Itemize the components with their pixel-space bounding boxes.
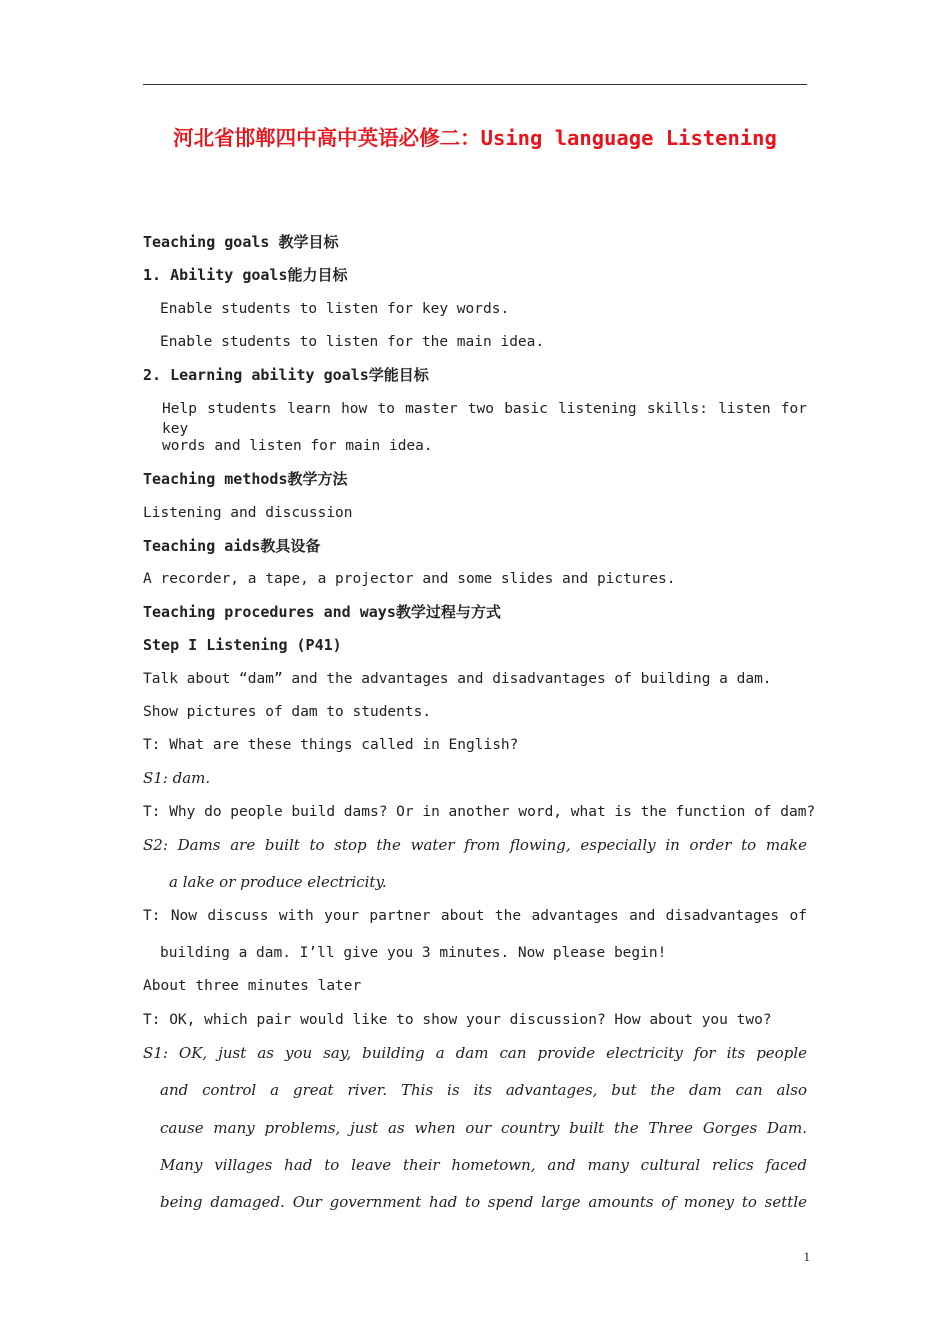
learning-goal-line-1: Help students learn how to master two basic listening skills: listen for key — [162, 401, 807, 437]
student-answer-line-2: and control a great river. This is its advantages, but the dam can also — [160, 1081, 807, 1099]
document-title: 河北省邯郸四中高中英语必修二：Using language Listening — [173, 126, 777, 150]
student-answer-line-4: Many villages had to leave their hometown, and many cultural relics faced — [160, 1156, 807, 1174]
later-line: About three minutes later — [143, 978, 362, 994]
page-number: 1 — [803, 1249, 810, 1264]
teaching-goals-heading: Teaching goals 教学目标 — [143, 233, 339, 251]
teaching-procedures-heading: Teaching procedures and ways教学过程与方式 — [143, 603, 501, 621]
teacher-line-3a: T: Now discuss with your partner about the advantages and disadvantages of — [143, 908, 807, 924]
ability-goal-2: Enable students to listen for the main idea. — [160, 334, 545, 350]
student-answer-line-1: S1: OK, just as you say, building a dam can provide electricity for its people — [143, 1044, 807, 1062]
ability-goals-heading: 1. Ability goals能力目标 — [143, 266, 348, 284]
teaching-methods-text: Listening and discussion — [143, 505, 353, 521]
teaching-methods-heading: Teaching methods教学方法 — [143, 470, 348, 488]
teacher-line-1: T: What are these things called in English? — [143, 737, 519, 753]
student-line-1: S1: dam. — [143, 769, 211, 787]
student-line-2b: a lake or produce electricity. — [169, 873, 387, 891]
student-answer-line-5: being damaged. Our government had to spend large amounts of money to settle — [160, 1193, 807, 1211]
teacher-line-4: T: OK, which pair would like to show your discussion? How about you two? — [143, 1012, 772, 1028]
show-line: Show pictures of dam to students. — [143, 704, 432, 720]
ability-goal-1: Enable students to listen for key words. — [160, 301, 510, 317]
header-rule — [143, 84, 807, 85]
learning-goals-heading: 2. Learning ability goals学能目标 — [143, 366, 429, 384]
teaching-aids-text: A recorder, a tape, a projector and some slides and pictures. — [143, 571, 676, 587]
student-answer-line-3: cause many problems, just as when our country built the Three Gorges Dam. — [160, 1119, 807, 1137]
teacher-line-3b: building a dam. I’ll give you 3 minutes. Now please begin! — [160, 945, 667, 961]
learning-goal-line-2: words and listen for main idea. — [162, 438, 433, 454]
student-line-2a: S2: Dams are built to stop the water from flowing, especially in order to make — [143, 836, 807, 854]
step-1-heading: Step I Listening (P41) — [143, 636, 342, 654]
teaching-aids-heading: Teaching aids教具设备 — [143, 537, 321, 555]
teacher-line-2: T: Why do people build dams? Or in another word, what is the function of dam? — [143, 804, 816, 820]
talk-line: Talk about “dam” and the advantages and disadvantages of building a dam. — [143, 671, 772, 687]
